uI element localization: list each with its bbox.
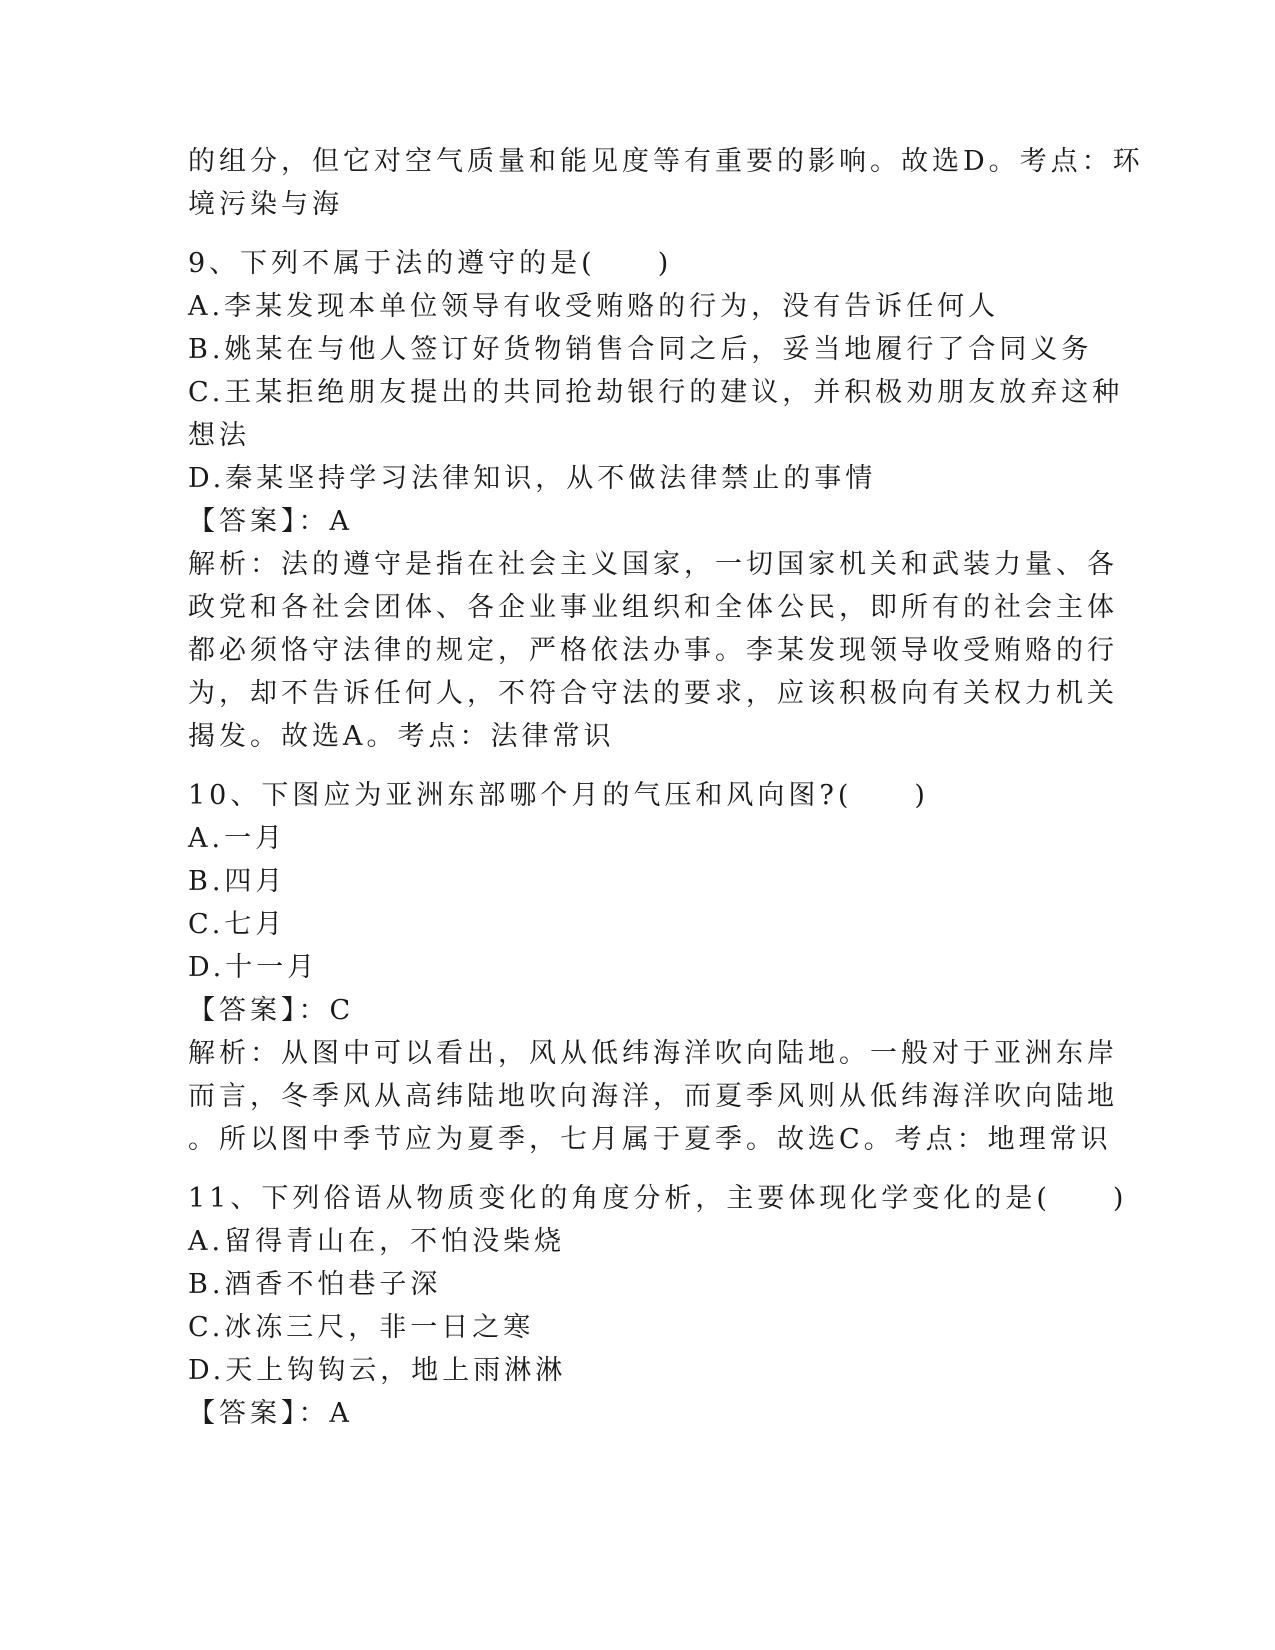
intro-line: 的组分，但它对空气质量和能见度等有重要的影响。故选D。考点：环	[188, 146, 1144, 177]
analysis-line: 解析：从图中可以看出，风从低纬海洋吹向陆地。一般对于亚洲东岸	[188, 1038, 1118, 1069]
option-d: D.秦某坚持学习法律知识，从不做法律禁止的事情	[188, 463, 877, 494]
option-a: A.留得青山在，不怕没柴烧	[188, 1226, 566, 1257]
analysis-line: 而言，冬季风从高纬陆地吹向海洋，而夏季风则从低纬海洋吹向陆地	[188, 1081, 1118, 1112]
analysis-line: 为，却不告诉任何人，不符合守法的要求，应该积极向有关权力机关	[188, 678, 1118, 709]
question-10	[188, 774, 1118, 1161]
option-a: A.一月	[188, 823, 287, 854]
option-b: B.四月	[188, 866, 287, 897]
question-stem: 9、下列不属于法的遵守的是( )	[188, 248, 673, 279]
question-11	[188, 1177, 1128, 1435]
analysis-line: 解析：法的遵守是指在社会主义国家，一切国家机关和武装力量、各	[188, 549, 1118, 580]
analysis-line: 。所以图中季节应为夏季，七月属于夏季。故选C。考点：地理常识	[188, 1124, 1112, 1155]
analysis-line: 都必须恪守法律的规定，严格依法办事。李某发现领导收受贿赂的行	[188, 635, 1118, 666]
answer: 【答案】：A	[188, 1398, 353, 1429]
option-c: C.冰冻三尺，非一日之寒	[188, 1312, 535, 1343]
option-a: A.李某发现本单位领导有收受贿赂的行为，没有告诉任何人	[188, 291, 1000, 322]
intro-line: 境污染与海	[188, 189, 343, 220]
question-9	[188, 242, 1124, 758]
option-c-continued: 想法	[188, 420, 250, 451]
question-stem: 10、下图应为亚洲东部哪个月的气压和风向图?( )	[188, 780, 929, 811]
option-d: D.天上钩钩云，地上雨淋淋	[188, 1355, 567, 1386]
option-c: C.王某拒绝朋友提出的共同抢劫银行的建议，并积极劝朋友放弃这种	[188, 377, 1124, 408]
analysis-line: 政党和各社会团体、各企业事业组织和全体公民，即所有的社会主体	[188, 592, 1118, 623]
answer: 【答案】：A	[188, 506, 353, 537]
option-d: D.十一月	[188, 952, 319, 983]
option-b: B.酒香不怕巷子深	[188, 1269, 442, 1300]
option-b: B.姚某在与他人签订好货物销售合同之后，妥当地履行了合同义务	[188, 334, 1093, 365]
analysis-line: 揭发。故选A。考点：法律常识	[188, 721, 615, 752]
answer: 【答案】：C	[188, 995, 355, 1026]
question-stem: 11、下列俗语从物质变化的角度分析，主要体现化学变化的是( )	[188, 1183, 1128, 1214]
document-page	[188, 140, 1144, 1435]
option-c: C.七月	[188, 909, 287, 940]
